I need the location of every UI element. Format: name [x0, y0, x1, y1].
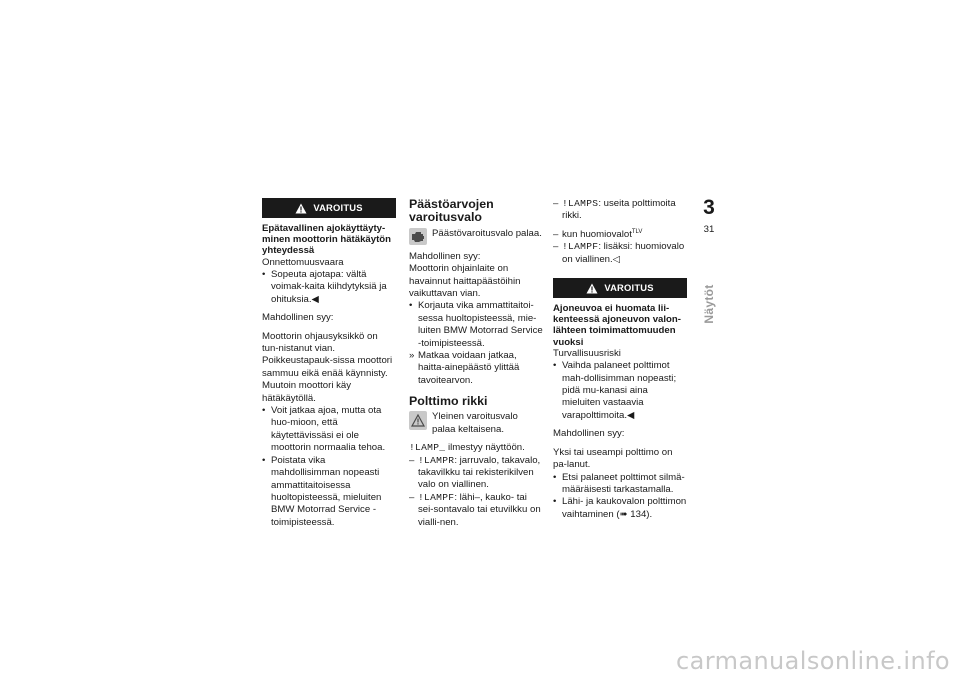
fault-text: : useita polttimoita rikki. [562, 198, 676, 222]
warning-triangle-icon [586, 283, 598, 294]
list-item: • Voit jatkaa ajoa, mutta ota huo-mioon, että käytettävissäsi ei ole moottorin normaalia tehoa. [262, 405, 396, 455]
list-item [553, 241, 687, 266]
warning-bar [553, 278, 687, 298]
warning-label: VAROITUS [313, 201, 363, 213]
list-item: • Korjauta vika ammattitaitoi-sessa huoltopisteessä, mie-luiten BMW Motorrad Service -toimipisteessä. [409, 300, 543, 350]
list-item: • Etsi palaneet polttimot silmä-määräisesti tarkastamalla. [553, 472, 687, 497]
side-tab [688, 283, 730, 329]
emission-indicator-text: Päästövaroitusvalo palaa. [432, 227, 542, 239]
chapter-number: 3 [703, 196, 715, 219]
action-list [409, 300, 543, 387]
action-list [553, 472, 687, 522]
list-item [409, 455, 543, 492]
fault-text: : jarruvalo, takavalo, takavilkku tai rekisterikilven valo on viallinen. [418, 454, 541, 491]
fault-code: !LAMPS [562, 198, 599, 209]
column-2 [409, 198, 543, 529]
cause-label: Mahdollinen syy: [409, 250, 481, 262]
fault-list [409, 455, 543, 529]
section-heading-bulb: Polttimo rikki [409, 394, 488, 409]
general-warning-row [409, 411, 543, 436]
list-item: • Sopeuta ajotapa: vältä voimak-kaita kiihdytyksiä ja ohituksia.◀ [262, 269, 396, 306]
column-1 [262, 198, 396, 529]
warning-heading: Ajoneuvoa ei huomata lii-kenteessä ajoneuvon valon-lähteen toimimattomuuden vuoksi [553, 303, 681, 348]
cause-text: Yksi tai useampi polttimo on pa-lanut. [553, 446, 673, 471]
list-item: • Poistata vika mahdollisimman nopeasti ammattitaitoisessa huoltopisteessä, mieluiten BMW Motorrad Service -toimipisteessä. [262, 455, 396, 529]
cause-label: Mahdollinen syy: [553, 428, 625, 440]
fault-code: !LAMPR [418, 454, 455, 466]
warning-sub: Onnettomuusvaara [262, 256, 344, 268]
column-3 [553, 198, 687, 521]
fault-code: !LAMPF [418, 491, 455, 503]
page-number: 31 [703, 224, 715, 235]
warning-list [553, 360, 687, 422]
list-item [553, 229, 687, 241]
engine-emission-icon [409, 228, 427, 245]
list-item [553, 198, 687, 223]
display-code: !LAMP_ [409, 442, 446, 454]
cause-label: Mahdollinen syy: [262, 312, 334, 324]
warning-heading: Epätavallinen ajokäyttäyty-minen moottorin hätäkäytön yhteydessä [262, 223, 391, 257]
display-message [409, 442, 543, 454]
fault-list-continued [553, 198, 687, 266]
fault-text: : lisäksi: huomiovalo on viallinen.◁ [562, 241, 685, 265]
warning-label: VAROITUS [604, 281, 654, 293]
general-warning-text: Yleinen varoitusvalo palaa keltaisena. [432, 411, 518, 435]
list-item: • Lähi- ja kaukovalon polttimon vaihtaminen (➠ 134). [553, 496, 687, 521]
general-warning-icon [409, 411, 427, 430]
warning-bar [262, 198, 396, 218]
warning-triangle-icon [295, 203, 307, 214]
list-item [409, 492, 543, 529]
chapter-title: Näytöt [702, 284, 716, 324]
chapter-marker [697, 196, 721, 235]
warning-sub: Turvallisuusriski [553, 347, 621, 359]
cause-text: Moottorin ohjainlaite on havainnut haittapäästöihin vaikuttavan vian. [409, 263, 521, 300]
action-list [262, 405, 396, 529]
emission-indicator-row [409, 228, 543, 245]
cause-text: Moottorin ohjausyksikkö on tun-nistanut vian. Poikkeustapauk-sissa moottori sammuu eikä enää käynnisty. Muutoin moottori käy hätäkäytöllä. [262, 330, 393, 404]
watermark: carmanualsonline.info [676, 647, 950, 675]
result-item: » Matkaa voidaan jatkaa, haitta-ainepäästö ylittää tavoitearvon. [409, 350, 543, 387]
list-item: • Vaihda palaneet polttimot mah-dollisimman nopeasti; pidä mu-kanasi aina mieluiten vastaavia varapolttimoita.◀ [553, 360, 687, 422]
fault-text: : lähi–, kauko- tai sei-sontavalo tai etuvilkku on vialli-nen. [418, 491, 541, 528]
display-message-text: ilmestyy näyttöön. [448, 442, 525, 454]
section-heading-emission: Päästöarvojen varoitusvalo [409, 197, 494, 225]
warning-list [262, 269, 396, 306]
option-marker: TLV [631, 228, 643, 235]
fault-code: !LAMPF [562, 241, 599, 253]
condition-text: kun huomiovalot [562, 228, 632, 240]
